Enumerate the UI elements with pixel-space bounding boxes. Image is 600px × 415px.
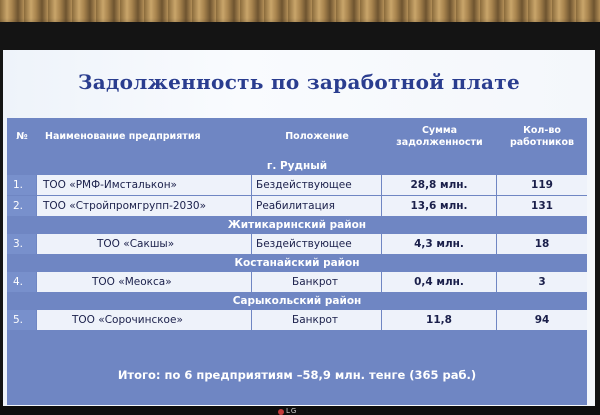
table-row [7,196,587,216]
region-row-rudny: г. Рудный [266,160,328,172]
row-count: 3 [497,272,587,292]
row-status: Банкрот [252,272,381,292]
row-sum: 4,3 млн. [382,234,496,254]
header-status: Положение [285,131,349,142]
row-count: 94 [497,310,587,330]
debt-table [7,118,587,405]
row-name: ТОО «Сакшы» [37,234,251,254]
row-sum: 13,6 млн. [382,196,496,216]
table-row [7,310,587,330]
header-no: № [16,131,28,142]
slide-title: Задолженность по заработной плате [78,70,520,94]
row-count: 18 [497,234,587,254]
row-status: Бездействующее [252,175,381,195]
row-no: 5. [7,310,36,330]
row-name: ТОО «Сорочинское» [37,310,251,330]
brand-logo: LG [286,407,298,415]
lg-logo-icon [278,409,284,415]
region-row-sarykol: Сарыкольский район [232,295,362,307]
row-count: 119 [497,175,587,195]
tv-frame [0,22,600,415]
table-row [7,175,587,195]
header-name: Наименование предприятия [45,131,201,142]
header-sum: Сумма задолженности [396,125,483,148]
row-name: ТОО «РМФ-Имсталькон» [37,175,251,195]
row-sum: 28,8 млн. [382,175,496,195]
presentation-slide [3,50,595,406]
region-row-kostanay: Костанайский район [234,257,360,269]
row-no: 4. [7,272,36,292]
table-header-row [7,118,587,156]
table-row [7,272,587,292]
header-count: Кол-во работников [509,125,575,148]
row-status: Банкрот [252,310,381,330]
row-status: Бездействующее [252,234,381,254]
row-sum: 0,4 млн. [382,272,496,292]
row-count: 131 [497,196,587,216]
row-name: ТОО «Меокса» [37,272,251,292]
row-no: 3. [7,234,36,254]
row-sum: 11,8 [382,310,496,330]
row-name: ТОО «Стройпромгрупп-2030» [37,196,251,216]
region-row-zhitikara: Житикаринский район [227,219,367,231]
row-no: 1. [7,175,36,195]
row-status: Реабилитация [252,196,381,216]
table-total: Итого: по 6 предприятиям –58,9 млн. тенге (365 раб.) [117,368,477,382]
table-row [7,234,587,254]
row-no: 2. [7,196,36,216]
